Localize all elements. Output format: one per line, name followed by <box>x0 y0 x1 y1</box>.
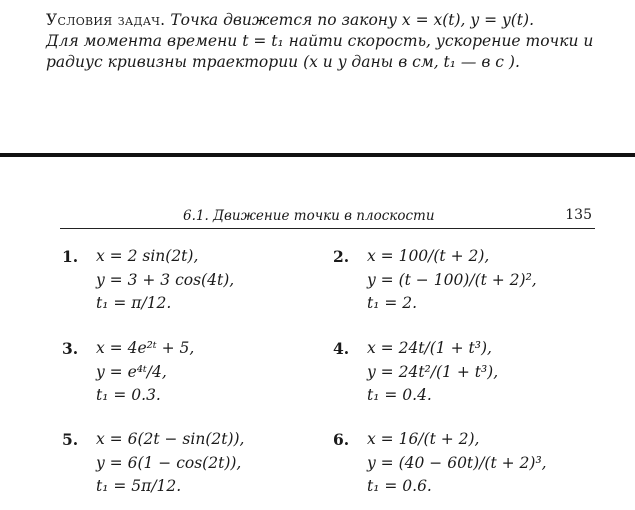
equation-y: y = (40 − 60t)/(t + 2)³, <box>367 453 547 472</box>
time-value: t₁ = 2. <box>367 294 418 312</box>
problem-equations <box>367 428 547 499</box>
problem-number: 4. <box>333 339 350 358</box>
problem-equations <box>96 428 244 499</box>
intro-line-3: радиус кривизны траектории (x и y даны в см, t₁ — в с ). <box>46 53 520 71</box>
problem-equations <box>96 245 234 316</box>
problem-conditions-intro <box>46 10 594 73</box>
time-value: t₁ = 5π/12. <box>96 477 182 495</box>
problem-number: 2. <box>333 247 350 266</box>
page-number: 135 <box>565 207 592 223</box>
equation-y: y = (t − 100)/(t + 2)², <box>367 270 537 289</box>
running-head <box>60 206 595 229</box>
equation-y: y = 6(1 − cos(2t)), <box>96 453 242 472</box>
equation-x: x = 100/(t + 2), <box>367 247 490 265</box>
equation-y: y = 24t²/(1 + t³), <box>367 362 499 381</box>
problem-number: 5. <box>62 430 79 449</box>
conditions-heading: Условия задач. <box>46 11 166 29</box>
equation-x: x = 16/(t + 2), <box>367 430 480 448</box>
time-value: t₁ = 0.6. <box>367 477 432 495</box>
equation-y: y = e⁴ᵗ/4, <box>96 362 167 381</box>
time-value: t₁ = 0.3. <box>96 386 161 404</box>
problem-equations <box>367 337 498 408</box>
equation-x: x = 24t/(1 + t³), <box>367 339 492 357</box>
problem-number: 1. <box>62 247 79 266</box>
section-title: 6.1. Движение точки в плоскости <box>183 208 435 224</box>
problem-number: 3. <box>62 339 79 358</box>
equation-x: x = 2 sin(2t), <box>96 247 199 265</box>
intro-line-1 <box>46 10 594 31</box>
problem-equations <box>96 337 194 408</box>
equation-y: y = 3 + 3 cos(4t), <box>96 270 235 289</box>
problem-number: 6. <box>333 430 350 449</box>
page-divider <box>0 153 635 157</box>
problem-equations <box>367 245 537 316</box>
time-value: t₁ = π/12. <box>96 294 172 312</box>
intro-line-2: Для момента времени t = t₁ найти скорость, ускорение точки и <box>46 32 594 50</box>
intro-text-1: Точка движется по закону x = x(t), y = y(t). <box>170 11 535 29</box>
time-value: t₁ = 0.4. <box>367 386 432 404</box>
equation-x: x = 6(2t − sin(2t)), <box>96 430 245 448</box>
equation-x: x = 4e²ᵗ + 5, <box>96 339 195 357</box>
